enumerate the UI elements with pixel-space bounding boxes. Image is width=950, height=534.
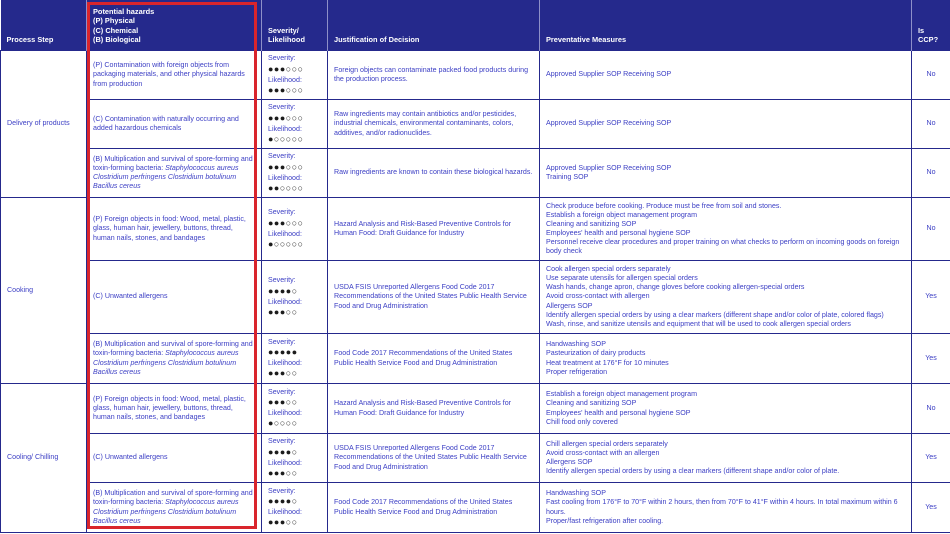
measure-line: Wash, rinse, and sanitize utensils and equipment that will be used to cook allergen special orders	[546, 319, 851, 328]
rating-cell	[262, 261, 328, 334]
ccp-cell	[912, 198, 950, 261]
likelihood-label: Likelihood:	[268, 297, 302, 306]
hazard-text: (P) Foreign objects in food: Wood, metal, plastic, glass, human hair, jewellery, buttons, thread, human nails, stones, and bandages	[93, 215, 246, 242]
likelihood-dots: ●○○○○	[268, 418, 298, 429]
hazard-cell	[87, 51, 262, 100]
rating-cell	[262, 483, 328, 533]
justification-text: USDA FSIS Unreported Allergens Food Code 2017 Recommendations of the United States Public Health Service Food and Drug Administration	[334, 283, 527, 310]
measures-cell	[540, 149, 912, 198]
measures-cell	[540, 483, 912, 533]
rating-cell	[262, 198, 328, 261]
process-step-cell	[1, 198, 87, 384]
likelihood-label: Likelihood:	[268, 173, 302, 182]
likelihood-dots: ●●●○○	[268, 517, 298, 528]
severity-label: Severity:	[268, 54, 296, 63]
severity-label: Severity:	[268, 276, 296, 285]
likelihood-label: Likelihood:	[268, 75, 302, 84]
hazard-organisms: Staphylococcus aureus Clostridium perfringens Clostridium botulinum Bacillus cereus	[93, 498, 239, 525]
measure-line: Fast cooling from 176°F to 70°F within 2 hours, then from 70°F to 41°F within 4 hours. In total maximum within 6 hours.	[546, 498, 898, 516]
measure-line: Employees' health and personal hygiene SOP	[546, 408, 691, 417]
justification-text: Food Code 2017 Recommendations of the United States Public Health Service Food and Drug Administration	[334, 498, 513, 516]
measure-line: Approved Supplier SOP Receiving SOP	[546, 163, 672, 172]
measure-line: Establish a foreign object management program	[546, 210, 698, 219]
measures-cell	[540, 51, 912, 100]
table-row	[1, 100, 950, 149]
severity-dots: ●●●○○	[268, 397, 298, 407]
likelihood-dots: ●●●○○	[268, 467, 298, 478]
severity-dots: ●●●○○○	[268, 112, 304, 123]
table-row	[1, 483, 950, 533]
measures-cell	[540, 334, 912, 384]
ccp-value: No	[926, 403, 936, 412]
measure-line: Proper/fast refrigeration after cooling.	[546, 516, 664, 525]
likelihood-label: Likelihood:	[268, 508, 302, 516]
measure-line: Allergens SOP	[546, 301, 593, 310]
measure-line: Identify allergen special orders by using a clear markers (different shape and/or color of plate.	[546, 467, 840, 476]
hazard-text: (B) Multiplication and survival of spore-forming and toxin-forming bacteria:	[93, 340, 253, 358]
measure-line: Approved Supplier SOP Receiving SOP	[546, 70, 672, 79]
measures-cell	[540, 198, 912, 261]
header-is-ccp: Is CCP?	[912, 0, 950, 51]
header-preventative-measures: Preventative Measures	[540, 0, 912, 51]
justification-cell	[328, 51, 540, 100]
justification-text: Hazard Analysis and Risk-Based Preventive Controls for Human Food: Draft Guidance for Industry	[334, 399, 512, 417]
hazard-text: (C) Unwanted allergens	[93, 453, 168, 462]
likelihood-label: Likelihood:	[268, 458, 302, 467]
severity-label: Severity:	[268, 387, 296, 396]
severity-label: Severity:	[268, 208, 296, 217]
header-potential-hazards: Potential hazards (P) Physical (C) Chemical (B) Biological	[87, 0, 262, 51]
measure-line: Chill allergen special orders separately	[546, 439, 668, 448]
severity-label: Severity:	[268, 152, 296, 161]
justification-cell	[328, 434, 540, 483]
process-step-cell	[1, 51, 87, 198]
ccp-cell	[912, 261, 950, 334]
likelihood-label: Likelihood:	[268, 229, 302, 238]
likelihood-dots: ●●●○○	[268, 368, 298, 379]
measure-line: Avoid cross-contact with allergen	[546, 292, 650, 301]
ccp-cell	[912, 334, 950, 384]
hazard-cell	[87, 384, 262, 434]
ccp-value: No	[926, 70, 936, 79]
justification-cell	[328, 261, 540, 334]
ccp-cell	[912, 384, 950, 434]
measures-cell	[540, 261, 912, 334]
process-step-cell	[1, 384, 87, 533]
likelihood-dots: ●○○○○○	[268, 133, 304, 144]
measure-line: Cleaning and sanitizing SOP	[546, 399, 637, 408]
measures-cell	[540, 384, 912, 434]
severity-dots: ●●●●●	[268, 347, 298, 357]
process-step-label: Cooling/ Chilling	[7, 453, 59, 462]
table-row	[1, 51, 950, 100]
measure-line: Handwashing SOP	[546, 340, 606, 349]
process-step-label: Cooking	[7, 285, 34, 294]
ccp-value: No	[926, 224, 936, 233]
measure-line: Cleaning and sanitizing SOP	[546, 219, 637, 228]
ccp-value: Yes	[925, 353, 937, 362]
severity-label: Severity:	[268, 103, 296, 112]
measure-line: Check produce before cooking. Produce must be free from soil and stones.	[546, 201, 782, 210]
measure-line: Employees' health and personal hygiene SOP	[546, 229, 691, 237]
hazard-text: (B) Multiplication and survival of spore-forming and toxin-forming bacteria:	[93, 489, 253, 507]
ccp-cell	[912, 100, 950, 149]
ccp-value: Yes	[925, 502, 937, 511]
likelihood-label: Likelihood:	[268, 409, 302, 417]
measure-line: Cook allergen special orders separately	[546, 265, 671, 274]
header-row	[1, 0, 950, 51]
hazard-text: (C) Contamination with naturally occurring and added hazardous chemicals	[93, 114, 239, 132]
hazard-cell	[87, 483, 262, 533]
justification-text: Foreign objects can contaminate packed food products during the production process.	[334, 65, 529, 83]
likelihood-label: Likelihood:	[268, 124, 302, 133]
severity-dots: ●●●○○○	[268, 161, 304, 172]
likelihood-dots: ●○○○○○	[268, 238, 304, 249]
hazard-cell	[87, 334, 262, 384]
measure-line: Handwashing SOP	[546, 489, 606, 498]
justification-cell	[328, 198, 540, 261]
hazard-organisms: Staphylococcus aureus Clostridium perfringens Clostridium botulinum Bacillus cereus	[93, 349, 239, 376]
hazard-cell	[87, 149, 262, 198]
ccp-value: Yes	[925, 453, 937, 462]
rating-cell	[262, 334, 328, 384]
hazard-text: (B) Multiplication and survival of spore-forming and toxin-forming bacteria:	[93, 154, 253, 172]
hazard-organisms: Staphylococcus aureus Clostridium perfringens Clostridium botulinum Bacillus cereus	[93, 163, 239, 191]
hazard-cell	[87, 261, 262, 334]
measure-line: Allergens SOP	[546, 458, 593, 466]
measure-line: Pasteurization of dairy products	[546, 349, 646, 358]
justification-text: USDA FSIS Unreported Allergens Food Code 2017 Recommendations of the United States Public Health Service Food and Drug Administration	[334, 444, 527, 471]
table-row	[1, 384, 950, 434]
hazard-text: (C) Unwanted allergens	[93, 292, 168, 301]
header-severity-likelihood: Severity/ Likelihood	[262, 0, 328, 51]
justification-cell	[328, 149, 540, 198]
header-process-step: Process Step	[1, 0, 87, 51]
measures-cell	[540, 434, 912, 483]
severity-label: Severity:	[268, 486, 296, 495]
ccp-value: No	[926, 119, 936, 128]
header-justification: Justification of Decision	[328, 0, 540, 51]
rating-cell	[262, 100, 328, 149]
justification-cell	[328, 334, 540, 384]
measure-line: Wash hands, change apron, change gloves before cooking allergen-special orders	[546, 283, 805, 292]
hazard-text: (P) Contamination with foreign objects from packaging materials, and other physical hazards from production	[93, 61, 245, 88]
measure-line: Approved Supplier SOP Receiving SOP	[546, 119, 672, 128]
measure-line: Proper refrigeration	[546, 367, 608, 376]
ccp-cell	[912, 483, 950, 533]
ccp-cell	[912, 434, 950, 483]
ccp-value: No	[926, 168, 936, 177]
measure-line: Personnel receive clear procedures and proper training on what checks to perform on incoming goods on foreign body check	[546, 238, 900, 256]
process-step-label: Delivery of products	[7, 119, 70, 128]
measure-line: Establish a foreign object management program	[546, 390, 698, 399]
table-row	[1, 261, 950, 334]
justification-cell	[328, 483, 540, 533]
justification-text: Raw ingredients may contain antibiotics and/or pesticides, industrial chemicals, environmental contaminants, colors, additives, and/or radionuclides.	[334, 110, 517, 137]
ccp-cell	[912, 51, 950, 100]
rating-cell	[262, 384, 328, 434]
hazard-cell	[87, 434, 262, 483]
measure-line: Heat treatment at 176°F for 10 minutes	[546, 358, 669, 367]
measure-line: Avoid cross-contact with an allergen	[546, 448, 660, 457]
justification-text: Raw ingredients are known to contain these biological hazards.	[334, 168, 533, 177]
ccp-value: Yes	[925, 292, 937, 301]
measures-cell	[540, 100, 912, 149]
table-row	[1, 434, 950, 483]
justification-cell	[328, 100, 540, 149]
severity-label: Severity:	[268, 437, 296, 446]
severity-dots: ●●●●○	[268, 496, 298, 506]
table-row	[1, 198, 950, 261]
measure-line: Training SOP	[546, 173, 589, 181]
severity-dots: ●●●●○	[268, 446, 298, 457]
rating-cell	[262, 51, 328, 100]
ccp-cell	[912, 149, 950, 198]
severity-dots: ●●●●○	[268, 285, 298, 296]
severity-label: Severity:	[268, 337, 296, 346]
justification-text: Hazard Analysis and Risk-Based Preventive Controls for Human Food: Draft Guidance for Industry	[334, 219, 512, 237]
justification-cell	[328, 384, 540, 434]
rating-cell	[262, 149, 328, 198]
table-row	[1, 334, 950, 384]
severity-dots: ●●●○○○	[268, 217, 304, 228]
likelihood-dots: ●●●○○○	[268, 84, 304, 95]
hazard-cell	[87, 100, 262, 149]
measure-line: Chill food only covered	[546, 417, 618, 426]
likelihood-label: Likelihood:	[268, 359, 302, 367]
severity-dots: ●●●○○○	[268, 63, 304, 74]
table-row	[1, 149, 950, 198]
hazard-cell	[87, 198, 262, 261]
hazard-text: (P) Foreign objects in food: Wood, metal, plastic, glass, human hair, jewellery, buttons, thread, human nails, stones, and bandages	[93, 394, 246, 422]
measure-line: Identify allergen special orders by using a clear markers (different shape and/or color of plate, colored flags)	[546, 310, 884, 319]
measure-line: Use separate utensils for allergen special orders	[546, 274, 698, 283]
likelihood-dots: ●●○○○○	[268, 182, 304, 193]
justification-text: Food Code 2017 Recommendations of the United States Public Health Service Food and Drug Administration	[334, 349, 513, 367]
likelihood-dots: ●●●○○	[268, 306, 298, 317]
rating-cell	[262, 434, 328, 483]
